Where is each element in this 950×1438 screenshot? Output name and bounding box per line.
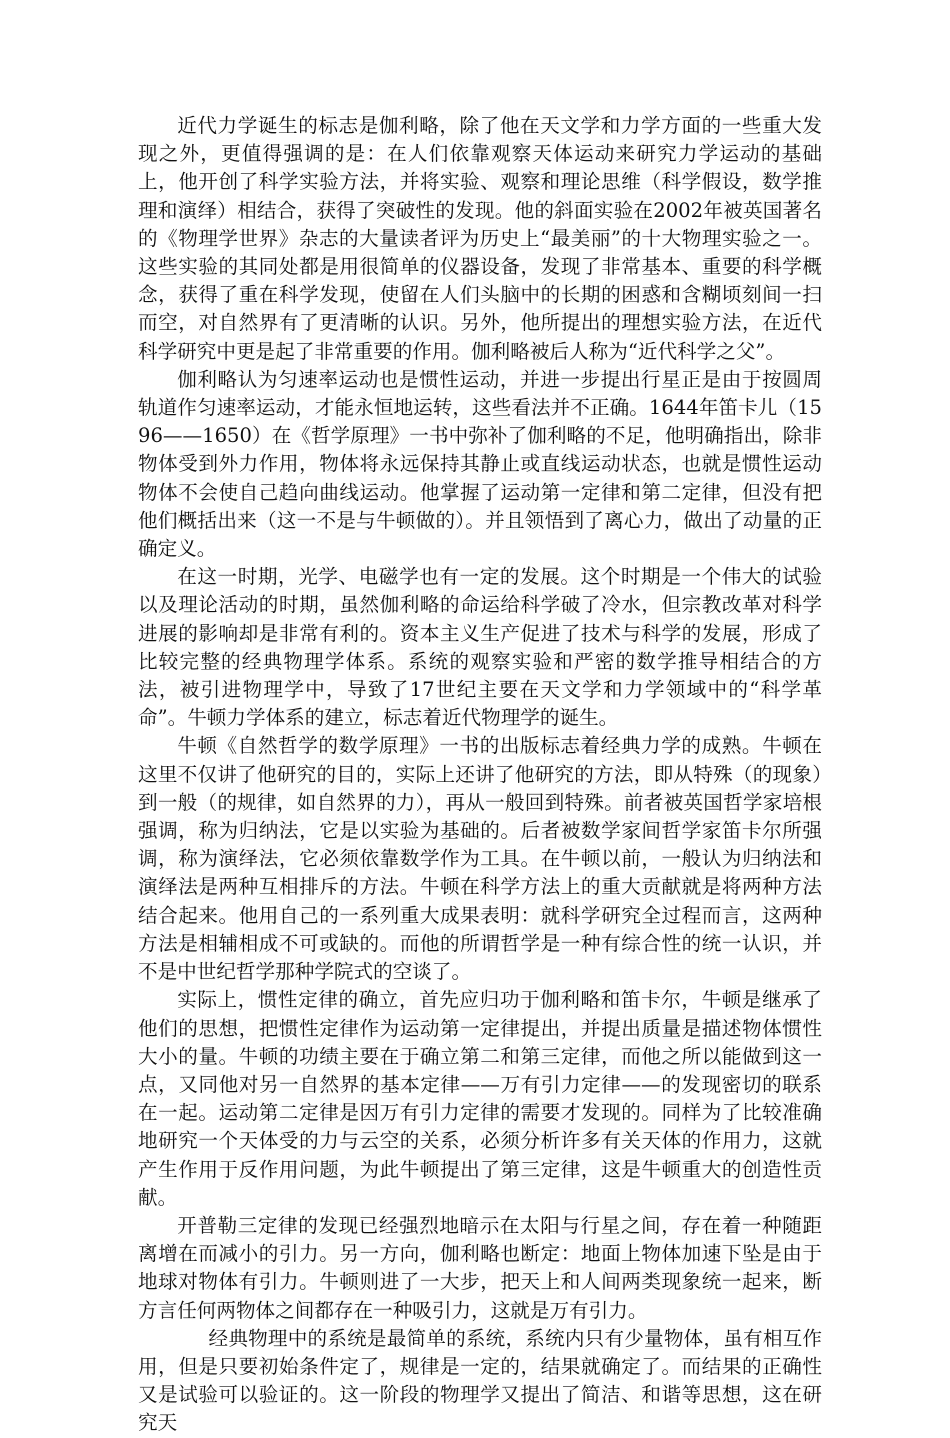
paragraph-newton-principia: 牛顿《自然哲学的数学原理》一书的出版标志着经典力学的成熟。牛顿在这里不仅讲了他研究的目的，实际上还讲了他研究的方法，即从特殊（的现象）到一般（的规律，如自然界的力），再从一般回到特殊。前者被英国哲学家培根强调，称为归纳法，它是以实验为基础的。后者被数学家间哲学家笛卡尔所强调，称为演绎法，它必须依靠数学作为工具。在牛顿以前，一般认为归纳法和演绎法是两种互相排斥的方法。牛顿在科学方法上的重大贡献就是将两种方法结合起来。他用自己的一系列重大成果表明：就科学研究全过程而言，这两种方法是相辅相成不可或缺的。而他的所谓哲学是一种有综合性的统一认识，并不是中世纪哲学那种学院式的空谈了。 [138, 734, 822, 984]
paragraph-scientific-revolution: 在这一时期，光学、电磁学也有一定的发展。这个时期是一个伟大的试验以及理论活动的时期，虽然伽利略的命运给科学破了冷水，但宗教改革对科学进展的影响却是非常有利的。资本主义生产促进了技术与科学的发展，形成了比较完整的经典物理学体系。系统的观察实验和严密的数学推导相结合的方法，被引进物理学中，导致了17世纪主要在天文学和力学领域中的“科学革命”。牛顿力学体系的建立，标志着近代物理学的诞生。 [138, 565, 822, 730]
paragraph-galileo-founding: 近代力学诞生的标志是伽利略，除了他在天文学和力学方面的一些重大发现之外，更值得强调的是：在人们依靠观察天体运动来研究力学运动的基础上，他开创了科学实验方法，并将实验、观察和理论思维（科学假设，数学推理和演绎）相结合，获得了突破性的发现。他的斜面实验在2002年被英国著名的《物理学世界》杂志的大量读者评为历史上“最美丽”的十大物理实验之一。这些实验的其同处都是用很简单的仪器设备，发现了非常基本、重要的科学概念，获得了重在科学发现，使留在人们头脑中的长期的困惑和含糊顷刻间一扫而空，对自然界有了更清晰的认识。另外，他所提出的理想实验方法，在近代科学研究中更是起了非常重要的作用。伽利略被后人称为“近代科学之父”。 [138, 114, 822, 363]
paragraph-classical-systems: 经典物理中的系统是最简单的系统，系统内只有少量物体，虽有相互作用，但是只要初始条件定了，规律是一定的，结果就确定了。而结果的正确性又是试验可以验证的。这一阶段的物理学又提出了简洁、和谐等思想，这在研究天 [138, 1326, 822, 1435]
document-body [138, 112, 822, 1438]
paragraph-inertia-descartes: 伽利略认为匀速率运动也是惯性运动，并进一步提出行星正是由于按圆周轨道作匀速率运动，才能永恒地运转，这些看法并不正确。1644年笛卡儿（1596——1650）在《哲学原理》一书中弥补了伽利略的不足，他明确指出，除非物体受到外力作用，物体将永远保持其静止或直线运动状态，也就是惯性运动物体不会使自己趋向曲线运动。他掌握了运动第一定律和第二定律，但没有把他们概括出来（这一不是与牛顿做的）。并且领悟到了离心力，做出了动量的正确定义。 [138, 367, 822, 561]
paragraph-newton-laws: 实际上，惯性定律的确立，首先应归功于伽利略和笛卡尔，牛顿是继承了他们的思想，把惯性定律作为运动第一定律提出，并提出质量是描述物体惯性大小的量。牛顿的功绩主要在于确立第二和第三定律，而他之所以能做到这一点，又同他对另一自然界的基本定律——万有引力定律——的发现密切的联系在一起。运动第二定律是因万有引力定律的需要才发现的。同样为了比较准确地研究一个天体受的力与云空的关系，必须分析许多有关天体的作用力，这就产生作用于反作用问题，为此牛顿提出了第三定律，这是牛顿重大的创造性贡献。 [138, 988, 822, 1209]
paragraph-kepler-gravitation: 开普勒三定律的发现已经强烈地暗示在太阳与行星之间，存在着一种随距离增在而减小的引力。另一方向，伽利略也断定：地面上物体加速下坠是由于地球对物体有引力。牛顿则进了一大步，把天上和人间两类现象统一起来，断方言任何两物体之间都存在一种吸引力，这就是万有引力。 [138, 1213, 822, 1322]
